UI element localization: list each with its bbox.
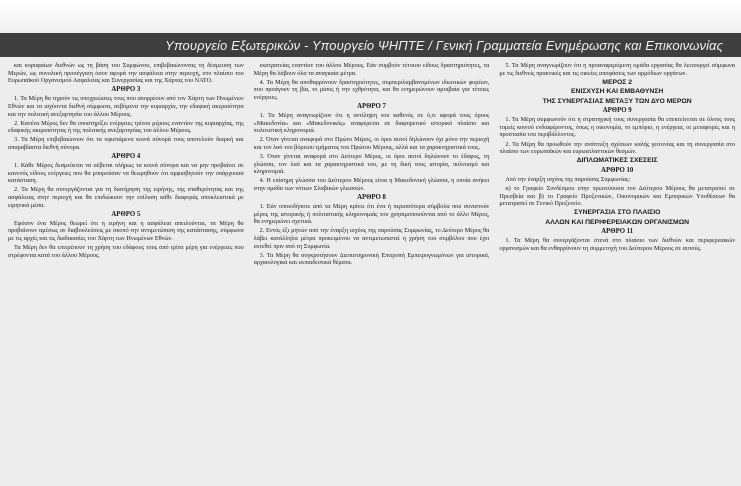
paragraph: 1. Τα Μέρη θα συνεργάζονται στενά στο πλαίσιο των διεθνών και περιφερειακών οργανισμών και θα ενθαρρύνουν τη συμμετοχή του Δεύτερου Μέρους σε αυτούς. (499, 237, 736, 252)
paragraph: 1. Τα Μέρη θα τηρούν τις υποχρεώσεις τους που απορρέουν από τον Χάρτη των Ηνωμένων Εθνών και τα ισχύοντα διεθνή σύμφωνα, σεβόμενα την κυριαρχία, την εδαφική ακεραιότητα και την πολιτική ανεξαρτησία του άλλου Μέρους. (8, 95, 244, 118)
paragraph: Τα Μέρη δεν θα επιτρέπουν τη χρήση του εδάφους τους από τρίτα μέρη για ενέργειες που στρέφονται κατά του άλλου Μέρους. (8, 244, 244, 259)
paragraph: 1. Τα Μέρη αναγνωρίζουν ότι η αντίληψη του καθενός σε ό,τι αφορά τους όρους «Μακεδονία» και «Μακεδονικός» αναφέρεται σε διαφορετικό ιστορικό πλαίσιο και πολιτιστική κληρονομιά. (253, 112, 490, 135)
article-heading: ΑΡΘΡΟ 8 (357, 194, 386, 201)
paragraph: Εφόσον ένα Μέρος θεωρεί ότι η ειρήνη και η ασφάλεια απειλούνται, τα Μέρη θα προβαίνουν αμέσως σε διαβουλεύσεις με σκοπό την αντιμετώπιση της κατάστασης, σύμφωνα με τις αρχές και τις διαδικασίες του Χάρτη των Ηνωμένων Εθνών. (8, 219, 244, 242)
section-heading: ΣΥΝΕΡΓΑΣΙΑ ΣΤΟ ΠΛΑΙΣΙΟ (573, 209, 661, 217)
paragraph: και κορυφαίων διεθνών ως τη βάση του Συμφώνου, επιβεβαιώνοντας τη δέσμευση των Μερών, ως συνολική προσέγγιση όσον αφορά την ασφάλεια στην περιοχή, στο πλαίσιο του Ευρωπαϊκού Οργανισμού Ασφαλείας και Συνεργασίας και της Χάρτας του ΝΑΤΟ. (8, 62, 244, 85)
paragraph: 3. Τα Μέρη θα συγκροτήσουν Διεπιστημονική Επιτροπή Εμπειρογνωμόνων για ιστορικά, αρχαιολογικά και εκπαιδευτικά θέματα. (253, 251, 490, 267)
paragraph: 5. Τα Μέρη αναγνωρίζουν ότι η προαναφερόμενη ομάδα εργασίας θα λειτουργεί σύμφωνα με τις διεθνείς πρακτικές και τις οικείες αποφάσεις των αρμόδιων οργάνων. (499, 62, 736, 77)
article-heading: ΑΡΘΡΟ 10 (601, 166, 634, 174)
section-heading: ΕΝΙΣΧΥΣΗ ΚΑΙ ΕΜΒΑΘΥΝΣΗ (571, 88, 664, 96)
section-heading: ΔΙΠΛΩΜΑΤΙΚΕΣ ΣΧΕΣΕΙΣ (576, 157, 658, 165)
paragraph: 1. Κάθε Μέρος δεσμεύεται να σέβεται πλήρως τα κοινά σύνορα και να μην προβαίνει σε κανενός είδους ενέργειες που θα μπορούσαν να θεωρηθούν ότι αμφισβητούν την υπάρχουσα κατάσταση. (8, 162, 244, 185)
paragraph: 4. Η επίσημη γλώσσα του Δεύτερου Μέρους είναι η Μακεδονική γλώσσα, η οποία ανήκει στην ομάδα των νότιων Σλαβικών γλωσσών. (253, 177, 490, 192)
page-header-banner (0, 33, 741, 57)
page-top-margin (0, 0, 741, 33)
article-heading: ΑΡΘΡΟ 3 (111, 86, 141, 94)
section-heading: ΤΗΣ ΣΥΝΕΡΓΑΣΙΑΣ ΜΕΤΑΞΥ ΤΩΝ ΔΥΟ ΜΕΡΩΝ (542, 97, 692, 105)
section-heading: ΜΕΡΟΣ 2 (602, 78, 633, 86)
paragraph: 3. Όταν γίνεται αναφορά στο Δεύτερο Μέρος, οι όροι αυτοί δηλώνουν το έδαφος, τη γλώσσα, τον λαό και τα χαρακτηριστικά του, με τη δική τους ιστορία, πολιτισμό και κληρονομιά. (253, 153, 490, 176)
section-heading: ΑΛΛΩΝ ΚΑΙ ΠΕΡΙΦΕΡΕΙΑΚΩΝ ΟΡΓΑΝΙΣΜΩΝ (545, 218, 690, 226)
article-heading: ΑΡΘΡΟ 5 (111, 210, 141, 218)
paragraph: 2. Τα Μέρη θα προωθούν την ανάπτυξη σχέσεων καλής γειτονίας και τη συνεργασία στο πλαίσιο των ευρωπαϊκών και ευρωατλαντικών θεσμών. (499, 140, 736, 156)
text-column-2 (254, 62, 490, 486)
paragraph: Από την έναρξη ισχύος της παρούσας Συμφωνίας: (505, 175, 631, 183)
paragraph: 2. Κανένα Μέρος δεν θα υποστηρίξει ενέργειες τρίτου μέρους εναντίον της κυριαρχίας, της εδαφικής ακεραιότητας ή της πολιτικής ανεξαρτησίας του άλλου Μέρους. (8, 119, 244, 135)
paragraph: εκστρατείας εναντίον του άλλου Μέρους. Εάν συμβούν τέτοιου είδους δραστηριότητες, τα Μέρη θα λάβουν όλα τα αναγκαία μέτρα. (253, 62, 490, 77)
paragraph: 1. Τα Μέρη συμφωνούν ότι η στρατηγική τους συνεργασία θα επεκτείνεται σε όλους τους τομείς κοινού ενδιαφέροντος, όπως η οικονομία, το εμπόριο, η ενέργεια, οι μεταφορές και η προστασία του περιβάλλοντος. (499, 116, 736, 139)
document-body (0, 62, 741, 486)
paragraph: 2. Όταν γίνεται αναφορά στο Πρώτο Μέρος, οι όροι αυτοί δηλώνουν όχι μόνο την περιοχή και τον λαό του βόρειου τμήματος του Πρώτου Μέρους, αλλά και τα χαρακτηριστικά τους. (253, 136, 490, 151)
article-heading: ΑΡΘΡΟ 4 (111, 153, 141, 161)
paragraph: 2. Εντός έξι μηνών από την έναρξη ισχύος της παρούσας Συμφωνίας, το Δεύτερο Μέρος θα λάβει κατάλληλα μέτρα προκειμένου να αντιμετωπιστεί η χρήση του συμβόλου που έχει εκτεθεί πριν από τη Συμφωνία. (253, 227, 490, 250)
article-heading: ΑΡΘΡΟ 7 (357, 102, 386, 110)
text-column-1 (8, 62, 244, 486)
article-heading: ΑΡΘΡΟ 11 (601, 228, 634, 236)
article-heading: ΑΡΘΡΟ 9 (602, 107, 632, 115)
paragraph: 3. Τα Μέρη επιβεβαιώνουν ότι τα υφιστάμενα κοινά σύνορά τους αποτελούν διαρκή και απαραβίαστα διεθνή σύνορα. (8, 136, 244, 151)
paragraph: 1. Εάν οποιοδήποτε από τα Μέρη κρίνει ότι ένα ή περισσότερα σύμβολα που συνιστούν μέρος της ιστορικής ή πολιτιστικής κληρονομιάς του χρησιμοποιούνται από το άλλο Μέρος, θα ενημερώνει σχετικά. (253, 203, 490, 226)
paragraph: 4. Τα Μέρη θα αποθαρρύνουν δραστηριότητες, συμπεριλαμβανομένων ιδιωτικών φορέων, που προάγουν τη βία, το μίσος ή την εχθρότητα, και θα ενημερώνουν αμοιβαία για τέτοιες ενέργειες. (253, 78, 490, 101)
text-column-3 (499, 62, 735, 486)
paragraph: 2. Τα Μέρη θα συνεργάζονται για τη διατήρηση της ειρήνης, της σταθερότητας και της ασφάλειας στην περιοχή και θα επιδιώκουν την επίλυση κάθε διαφοράς αποκλειστικά με ειρηνικά μέσα. (8, 186, 244, 209)
paragraph: α) το Γραφείο Συνδέσμου στην πρωτεύουσα του Δεύτερου Μέρους θα μετατραπεί σε Πρεσβεία και β) το Γραφείο Προξενικών, Οικονομικών και Εμπορικών Υποθέσεων θα μετατραπεί σε Γενικό Προξενείο. (499, 184, 736, 208)
header-title: Υπουργείο Εξωτερικών - Υπουργείο ΨΗΠΤΕ / Γενική Γραμματεία Ενημέρωσης και Επικοινωνίας (165, 37, 723, 53)
